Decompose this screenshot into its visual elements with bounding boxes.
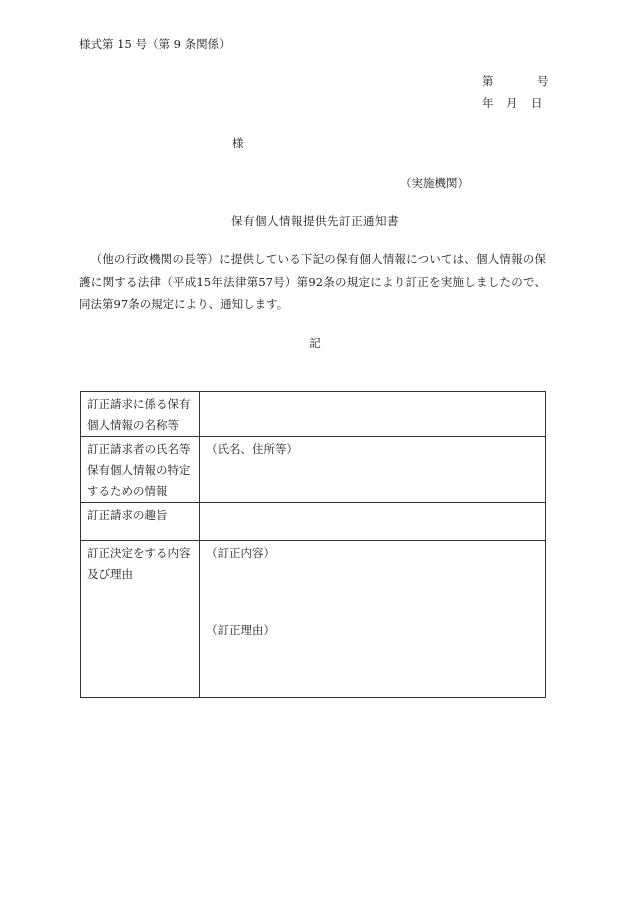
label-line: するための情報 xyxy=(87,484,168,498)
table-row xyxy=(81,541,546,698)
date-year: 年 xyxy=(482,96,494,110)
row-label xyxy=(81,437,200,503)
date-month: 月 xyxy=(506,96,518,110)
recipient-honorific: 様 xyxy=(232,136,244,150)
label-line: 個人情報の名称等 xyxy=(87,418,179,432)
row-content xyxy=(200,437,546,503)
table-row xyxy=(81,503,546,541)
row-content xyxy=(200,392,546,437)
label-line: 訂正請求の趣旨 xyxy=(87,508,168,522)
body-paragraph: （他の行政機関の長等）に提供している下記の保有個人情報については、個人情報の保護に関する法律（平成15年法律第57号）第92条の規定により訂正を実施しましたので、同法第97条の規定により、通知します。 xyxy=(79,252,546,311)
document-title: 保有個人情報提供先訂正通知書 xyxy=(231,214,399,228)
date-day: 日 xyxy=(531,96,543,110)
label-line: 訂正請求に係る保有 xyxy=(87,397,191,411)
content-note: （氏名、住所等） xyxy=(206,442,298,456)
label-line: 訂正請求者の氏名等 xyxy=(87,442,191,456)
row-label xyxy=(81,503,200,541)
label-line: 及び理由 xyxy=(87,567,133,581)
content-note: （訂正内容） xyxy=(206,546,275,560)
issuing-agency: （実施機関） xyxy=(400,176,469,190)
form-number: 様式第 15 号（第 9 条関係） xyxy=(79,37,231,51)
number-prefix: 第 xyxy=(482,74,494,88)
label-line: 保有個人情報の特定 xyxy=(87,463,191,477)
label-line: 訂正決定をする内容 xyxy=(87,546,191,560)
row-label xyxy=(81,541,200,698)
row-label xyxy=(81,392,200,437)
info-table xyxy=(80,391,546,698)
table-row xyxy=(81,392,546,437)
table-row xyxy=(81,437,546,503)
row-content xyxy=(200,541,546,698)
number-suffix: 号 xyxy=(537,74,549,88)
ki-heading: 記 xyxy=(309,336,321,350)
content-note: （訂正理由） xyxy=(206,623,275,637)
row-content xyxy=(200,503,546,541)
